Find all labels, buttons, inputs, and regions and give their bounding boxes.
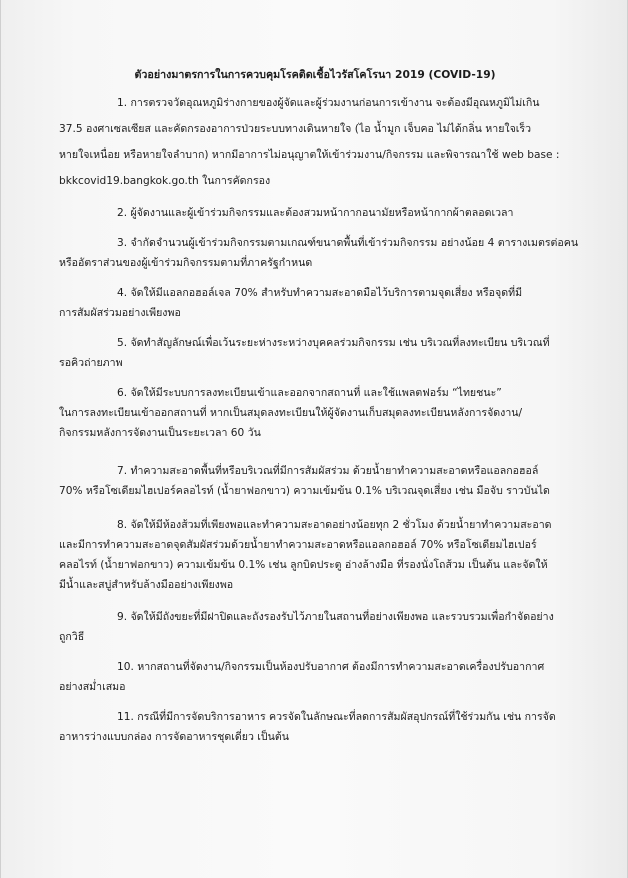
measure-1-line-4: bkkcovid19.bangkok.go.th ในการคัดกรอง: [59, 175, 271, 187]
measure-3-line-2: หรืออัตราส่วนของผู้เข้าร่วมกิจกรรมตามที่ภาครัฐกำหนด: [59, 257, 313, 269]
measure-6-line-3: กิจกรรมหลังการจัดงานเป็นระยะเวลา 60 วัน: [59, 427, 261, 439]
measure-8-line-1: 8. จัดให้มีห้องส้วมที่เพียงพอและทำความสะอาดอย่างน้อยทุก 2 ชั่วโมง ด้วยน้ำยาทำความสะอาด: [117, 519, 552, 531]
measure-1-line-3: หายใจเหนื่อย หรือหายใจลำบาก) หากมีอาการไม่อนุญาตให้เข้าร่วมงาน/กิจกรรม และพิจารณาใช้ web base :: [59, 149, 560, 161]
measure-8-line-4: มีน้ำและสบู่สำหรับล้างมืออย่างเพียงพอ: [59, 579, 234, 591]
measure-4-line-1: 4. จัดให้มีแอลกอฮอล์เจล 70% สำหรับทำความสะอาดมือไว้บริการตามจุดเสี่ยง หรือจุดที่มี: [117, 287, 523, 299]
measure-11-line-2: อาหารว่างแบบกล่อง การจัดอาหารชุดเดี่ยว เป็นต้น: [59, 731, 289, 743]
measure-8-line-2: และมีการทำความสะอาดจุดสัมผัสร่วมด้วยน้ำยาทำความสะอาดหรือแอลกอฮอล์ 70% หรือโซเดียมไฮเปอร์: [59, 539, 537, 551]
measure-3-line-1: 3. จำกัดจำนวนผู้เข้าร่วมกิจกรรมตามเกณฑ์ขนาดพื้นที่เข้าร่วมกิจกรรม อย่างน้อย 4 ตารางเมตรต่อคน: [117, 237, 579, 249]
measure-10-line-2: อย่างสม่ำเสมอ: [59, 681, 126, 693]
measure-7-line-2: 70% หรือโซเดียมไฮเปอร์คลอไรท์ (น้ำยาฟอกขาว) ความเข้มข้น 0.1% บริเวณจุดเสี่ยง เช่น มือจับ ราวบันได: [59, 485, 550, 497]
document-title: ตัวอย่างมาตรการในการควบคุมโรคติดเชื้อไวรัสโคโรนา 2019 (COVID-19): [134, 68, 496, 81]
measure-1-line-2: 37.5 องศาเซลเซียส และคัดกรองอาการป่วยระบบทางเดินหายใจ (ไอ น้ำมูก เจ็บคอ ไม่ได้กลิ่น หายใจเร็ว: [59, 123, 532, 135]
measure-9-line-1: 9. จัดให้มีถังขยะที่มีฝาปิดและถังรองรับไว้ภายในสถานที่อย่างเพียงพอ และรวบรวมเพื่อกำจัดอย่าง: [117, 611, 554, 623]
measure-8-line-3: คลอไรท์ (น้ำยาฟอกขาว) ความเข้มข้น 0.1% เช่น ลูกบิดประตู อ่างล้างมือ ที่รองนั่งโถส้วม เป็นต้น และจัดให้: [59, 559, 548, 571]
measure-11-line-1: 11. กรณีที่มีการจัดบริการอาหาร ควรจัดในลักษณะที่ลดการสัมผัสอุปกรณ์ที่ใช้ร่วมกัน เช่น การจัด: [117, 711, 556, 723]
measure-7-line-1: 7. ทำความสะอาดพื้นที่หรือบริเวณที่มีการสัมผัสร่วม ด้วยน้ำยาทำความสะอาดหรือแอลกอฮอล์: [117, 465, 539, 477]
measure-6-line-1: 6. จัดให้มีระบบการลงทะเบียนเข้าและออกจากสถานที่ และใช้แพลตฟอร์ม “ไทยชนะ”: [117, 387, 502, 399]
measure-1-line-1: 1. การตรวจวัดอุณหภูมิร่างกายของผู้จัดและผู้ร่วมงานก่อนการเข้างาน จะต้องมีอุณหภูมิไม่เกิน: [117, 97, 540, 109]
measure-2-line-1: 2. ผู้จัดงานและผู้เข้าร่วมกิจกรรมและต้องสวมหน้ากากอนามัยหรือหน้ากากผ้าตลอดเวลา: [117, 207, 514, 219]
measure-5-line-1: 5. จัดทำสัญลักษณ์เพื่อเว้นระยะห่างระหว่างบุคคลร่วมกิจกรรม เช่น บริเวณที่ลงทะเบียน บริเวณที่: [117, 337, 550, 349]
measure-6-line-2: ในการลงทะเบียนเข้าออกสถานที่ หากเป็นสมุดลงทะเบียนให้ผู้จัดงานเก็บสมุดลงทะเบียนหลังการจัดงาน/: [59, 407, 523, 419]
measure-5-line-2: รอคิวถ่ายภาพ: [59, 357, 123, 369]
measure-10-line-1: 10. หากสถานที่จัดงาน/กิจกรรมเป็นห้องปรับอากาศ ต้องมีการทำความสะอาดเครื่องปรับอากาศ: [117, 661, 545, 673]
measure-4-line-2: การสัมผัสร่วมอย่างเพียงพอ: [59, 307, 181, 319]
measure-9-line-2: ถูกวิธี: [59, 631, 85, 643]
